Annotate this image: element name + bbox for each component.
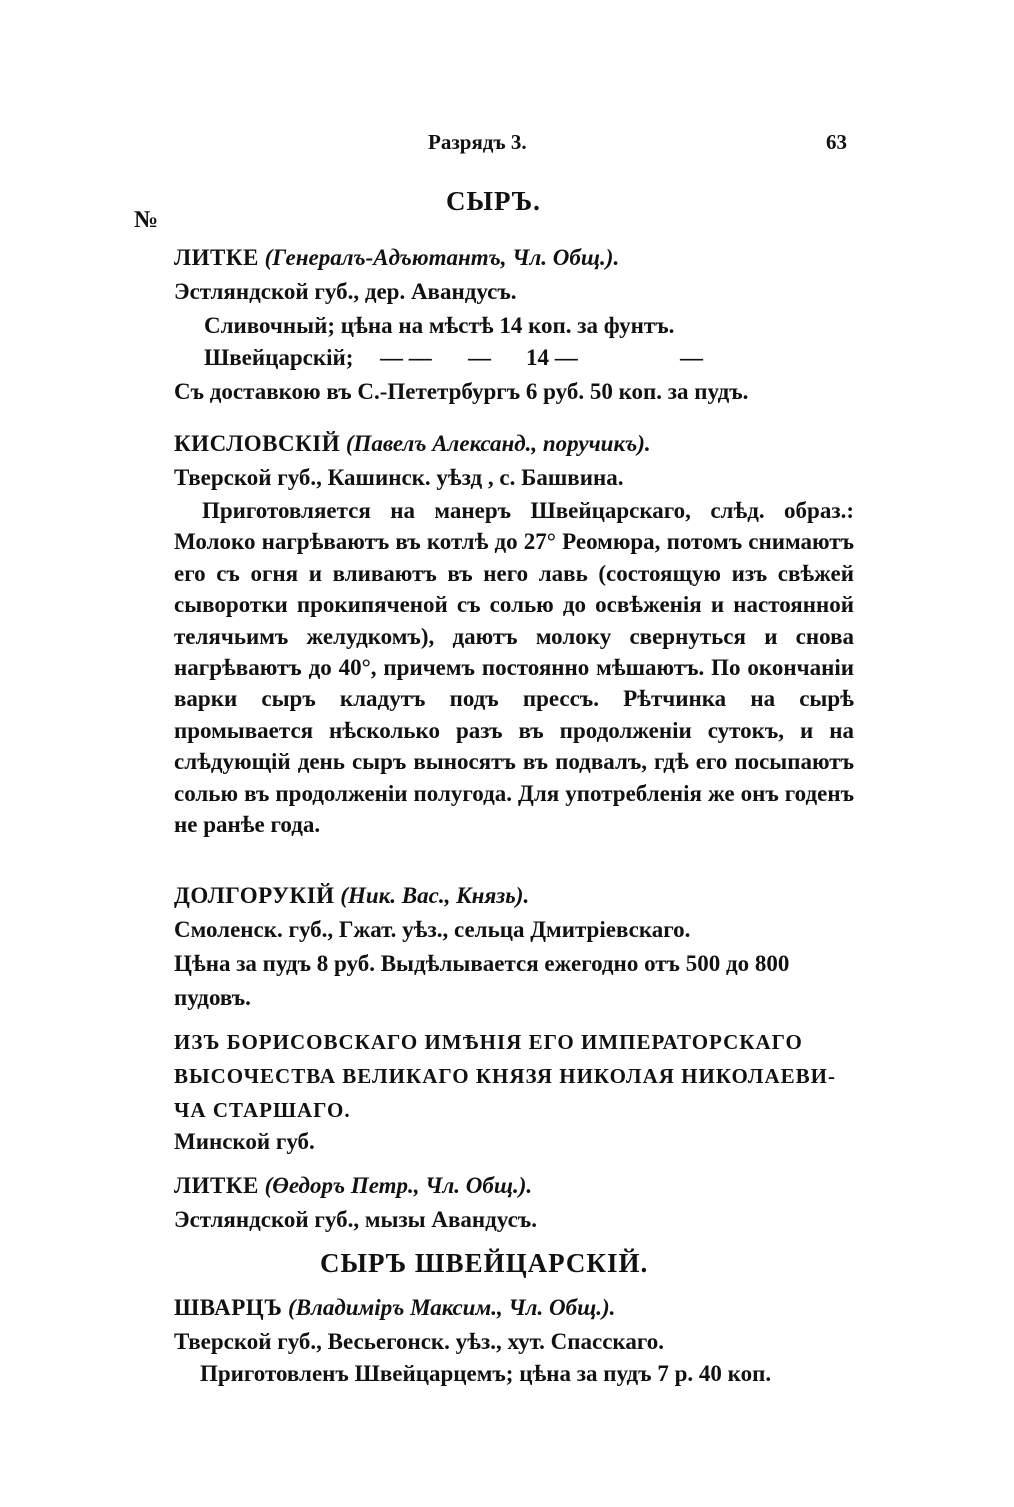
exhibitor-name: КИСЛОВСКІЙ [174,431,341,456]
exhibitor-title: (Владиміръ Максим., Чл. Общ.). [288,1295,616,1320]
entry-litke2-heading [174,1174,532,1197]
entry-kislovsky-location: Тверской губ., Кашинск. уѣзд , с. Башвина. [174,465,624,490]
entry-litke-line2-dash4: — [680,345,703,370]
entry-litke-line3: Съ доставкою въ С.-Пететрбургъ 6 руб. 50 коп. за пудъ. [174,379,749,404]
entry-litke2-location: Эстляндской губ., мызы Авандусъ. [174,1207,537,1232]
section-title-cheese: СЫРЪ. [446,186,541,216]
entry-shvarts-line1: Приготовленъ Швейцарцемъ; цѣна за пудъ 7 р. 40 коп. [200,1361,772,1386]
exhibitor-name: ЛИТКЕ [174,1173,259,1198]
entry-borisov-heading-line1: ИЗЪ БОРИСОВСКАГО ИМѢНІЯ ЕГО ИМПЕРАТОРСКАГО [174,1030,803,1054]
entry-litke-line2-label: Швейцарскій; [204,345,354,370]
exhibitor-name: ЛИТКЕ [174,245,259,270]
exhibitor-title: (Ник. Вас., Князь). [340,883,530,908]
exhibitor-title: (Өедоръ Петр., Чл. Общ.). [264,1173,533,1198]
entry-litke-line2-dash3: — [468,345,491,370]
number-mark: № [134,207,159,233]
entry-dolgoruky-location: Смоленск. губ., Гжат. уѣз., сельца Дмитріевскаго. [174,917,691,942]
entry-shvarts-heading [174,1296,615,1319]
entry-dolgoruky-line1: Цѣна за пудъ 8 руб. Выдѣлывается ежегодно отъ 500 до 800 [174,951,790,976]
exhibitor-title: (Генералъ-Адъютантъ, Чл. Общ.). [264,245,620,270]
section-title-swiss-cheese: СЫРЪ ШВЕЙЦАРСКІЙ. [320,1248,649,1278]
entry-litke-line2-value: 14 — [526,345,578,370]
entry-kislovsky-heading [174,432,651,455]
entry-kislovsky-paragraph: Приготовляется на манеръ Швейцарскаго, слѣд. образ.: Молоко нагрѣваютъ въ котлѣ до 27° Реомюра, потомъ снимаютъ его съ огня и вливаютъ въ него лавь (состоящую изъ свѣжей сыворотки прокипяченой съ солью до освѣженія и настоянной телячьимъ желудкомъ), даютъ молоку свернуться и снова нагрѣваютъ до 40°, причемъ постоянно мѣшаютъ. По окончаніи варки сыръ кладутъ подъ прессъ. Рѣтчинка на сырѣ промывается нѣсколько разъ въ продолженіи сутокъ, и на слѣдующій день сыръ выносятъ въ подвалъ, гдѣ его посыпаютъ солью въ продолженіи полугода. Для употребленія же онъ годенъ не ранѣе года. [174,498,854,838]
running-head-section: Разрядъ 3. [428,130,527,154]
entry-borisov-heading-line3: ЧА СТАРШАГО. [174,1098,351,1122]
entry-litke-location: Эстляндской губ., дер. Авандусъ. [174,279,517,304]
exhibitor-name: ДОЛГОРУКІЙ [174,883,335,908]
entry-borisov-location: Минской губ. [174,1129,315,1154]
entry-litke-line2-dashes: — — [380,345,432,370]
exhibitor-title: (Павелъ Александ., поручикъ). [345,431,651,456]
exhibitor-name: ШВАРЦЪ [174,1295,283,1320]
entry-borisov-heading-line2: ВЫСОЧЕСТВА ВЕЛИКАГО КНЯЗЯ НИКОЛАЯ НИКОЛАЕВИ- [174,1064,836,1088]
entry-dolgoruky-heading [174,884,529,907]
entry-litke-heading [174,246,619,269]
entry-shvarts-location: Тверской губ., Весьегонск. уѣз., хут. Спасскаго. [174,1329,664,1354]
entry-litke-line1: Сливочный; цѣна на мѣстѣ 14 коп. за фунтъ. [204,313,675,338]
entry-dolgoruky-line2: пудовъ. [174,985,251,1010]
page-number: 63 [826,130,847,154]
